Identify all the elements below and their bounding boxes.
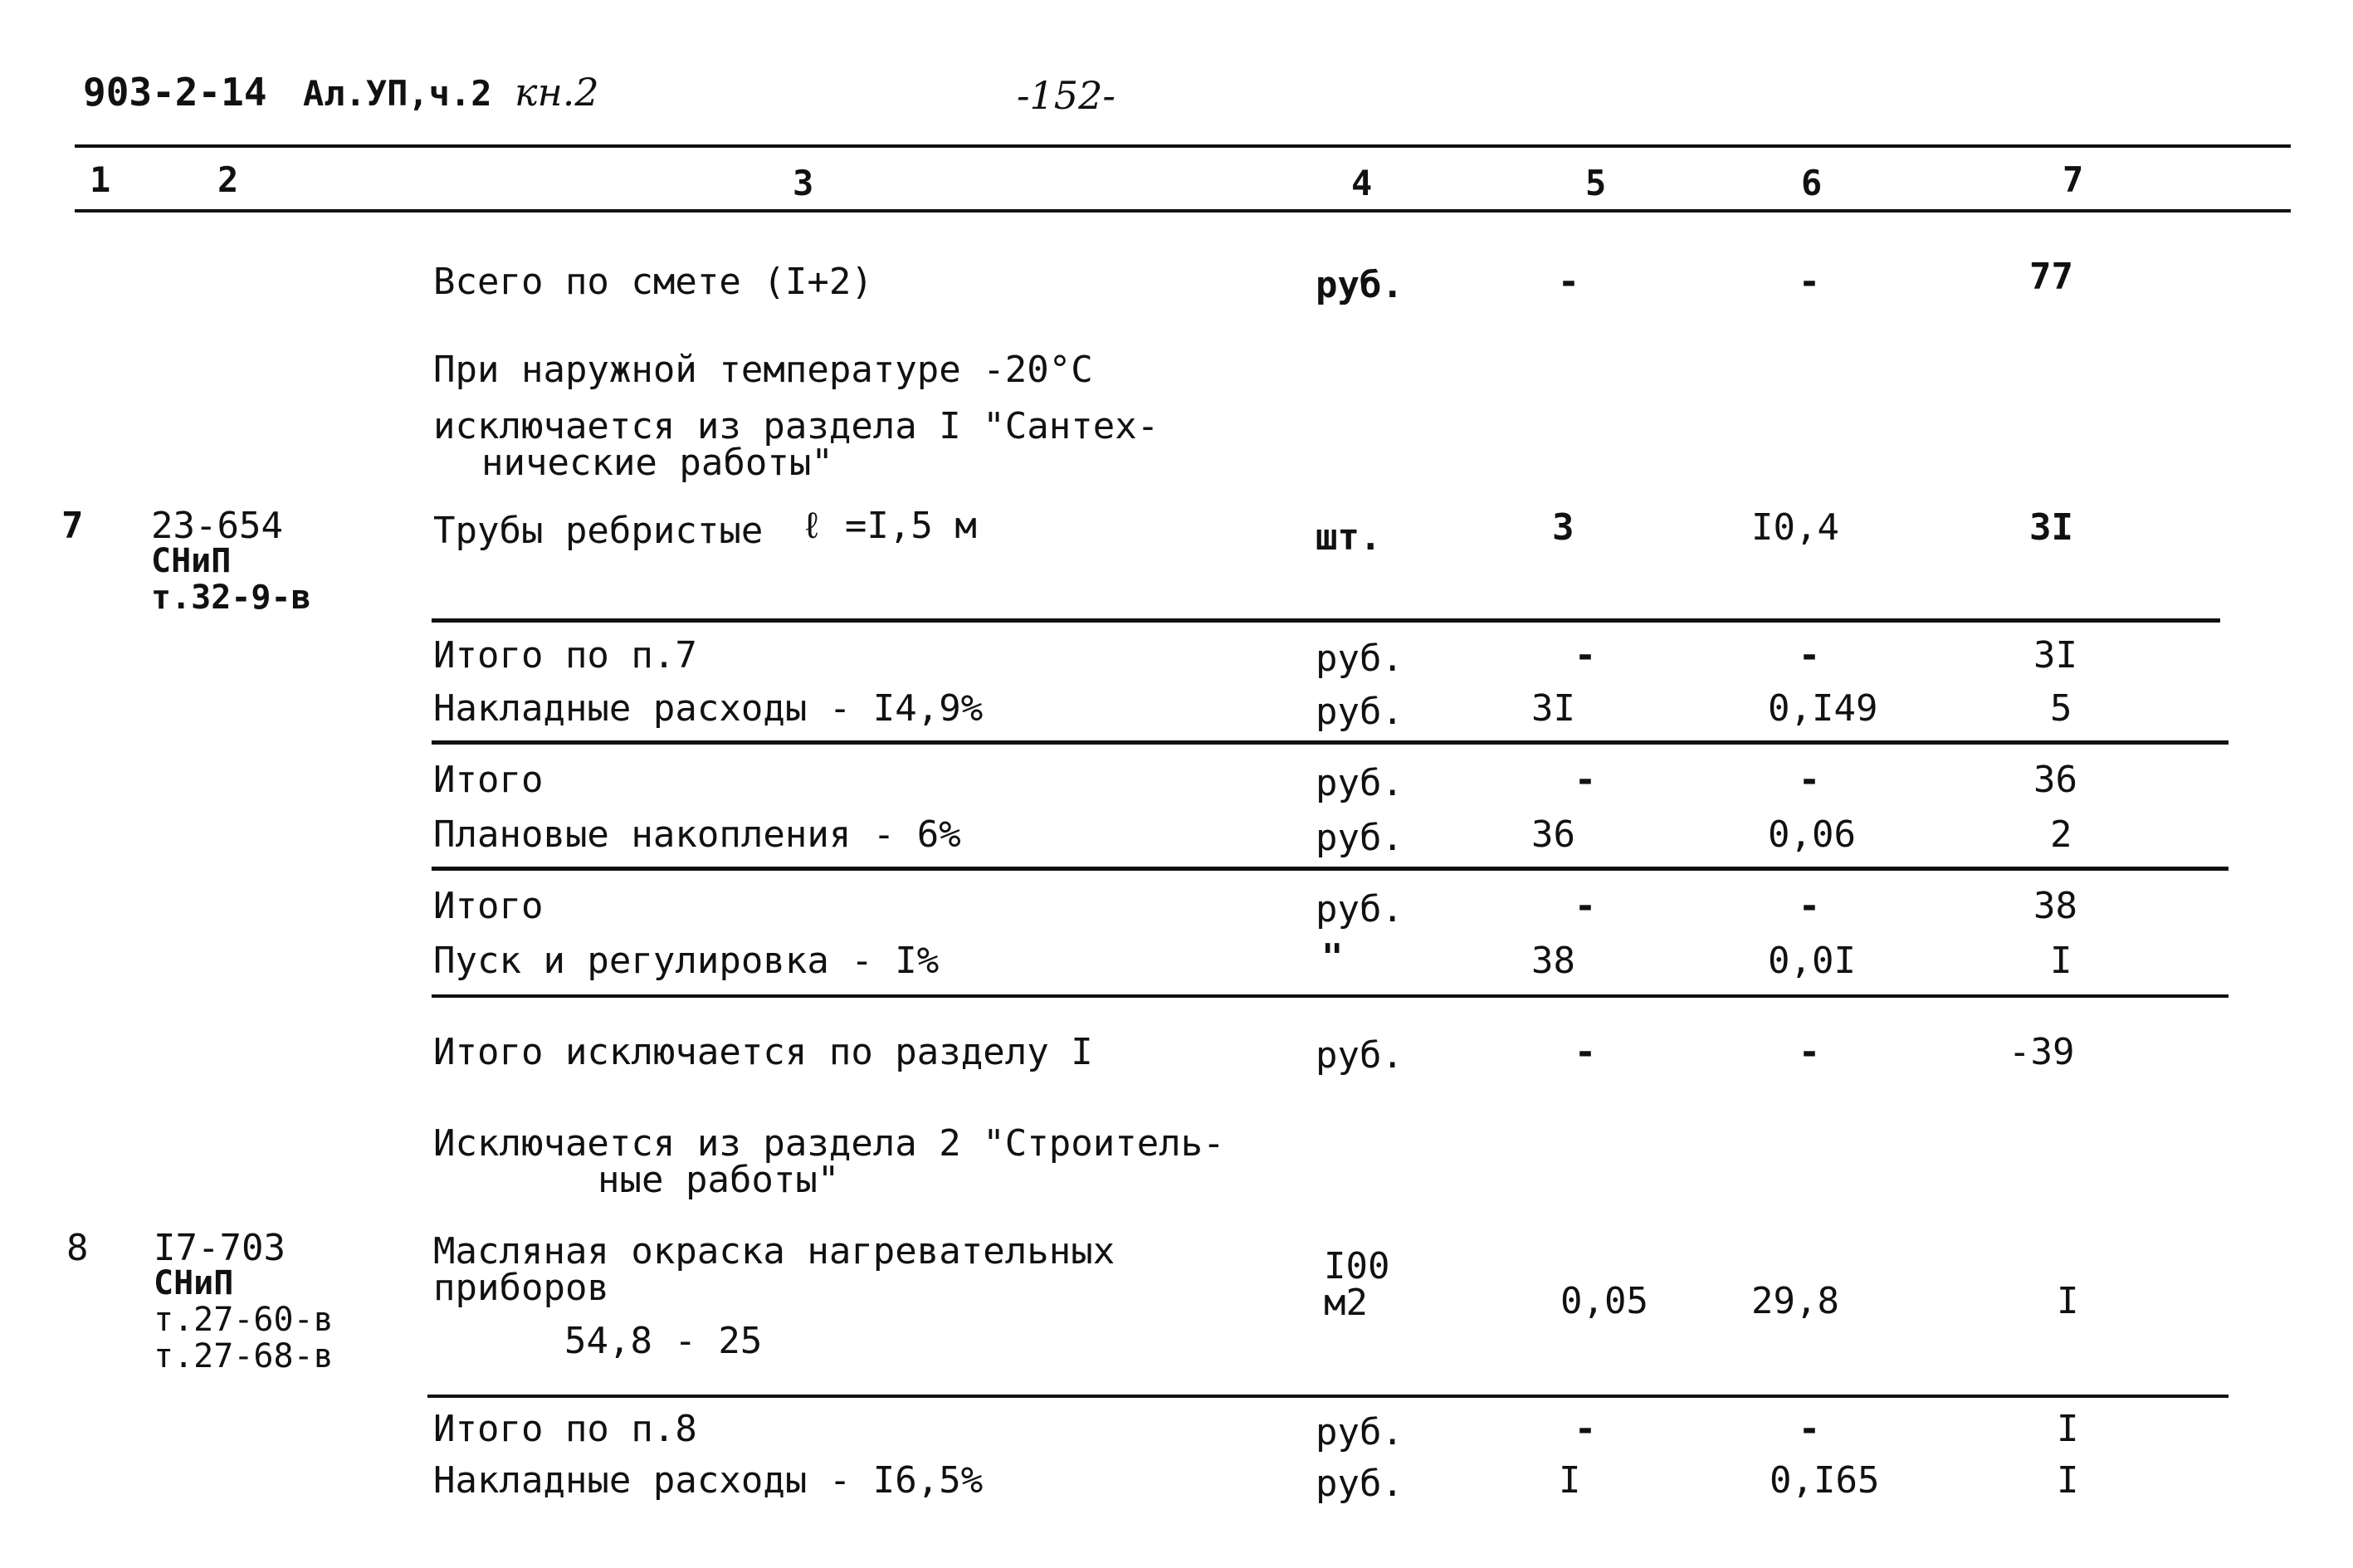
item8-number: 8 xyxy=(66,1227,89,1269)
item8-total: I xyxy=(2057,1280,2079,1322)
column-header-6: 6 xyxy=(1801,163,1823,203)
item7-unit: шт. xyxy=(1316,516,1382,559)
row-overhead-165-total: I xyxy=(2057,1459,2079,1502)
row-subtotal-2-total: 36 xyxy=(2033,759,2077,801)
row-overhead-165-unit: руб. xyxy=(1316,1463,1404,1505)
item7-desc: Трубы ребристые xyxy=(433,510,764,552)
note-temperature-line1: При наружной температуре -20°С xyxy=(433,349,1093,391)
row-subtotal-3-desc: Итого xyxy=(433,885,544,927)
note-temperature-line3: нические работы" xyxy=(481,442,833,484)
item8-unit-measure: м2 xyxy=(1324,1282,1368,1324)
row-overhead-149-total: 5 xyxy=(2050,687,2072,730)
row-commissioning-desc: Пуск и регулировка - I% xyxy=(433,940,940,982)
row-total-estimate-qty: - xyxy=(1557,261,1580,303)
rule-after-overhead-149 xyxy=(432,740,2229,745)
row-overhead-149-qty: 3I xyxy=(1531,687,1575,730)
row-commissioning-qty: 38 xyxy=(1531,940,1575,982)
item7-code-table: т.32-9-в xyxy=(151,579,311,617)
row-subtotal-item7-total: 3I xyxy=(2033,634,2077,677)
column-header-2: 2 xyxy=(217,159,239,200)
row-commissioning-total: I xyxy=(2050,940,2072,982)
row-subtotal-item8-unit: руб. xyxy=(1316,1411,1404,1453)
row-subtotal-item7-price: - xyxy=(1798,634,1821,677)
row-subtotal-3-unit: руб. xyxy=(1316,888,1404,931)
row-excluded-total-unit: руб. xyxy=(1316,1034,1404,1077)
row-excluded-total-price: - xyxy=(1798,1031,1821,1073)
row-subtotal-item8-desc: Итого по п.8 xyxy=(433,1408,697,1450)
item7-price: I0,4 xyxy=(1751,506,1839,549)
row-subtotal-item7-qty: - xyxy=(1574,634,1597,677)
item7-code: 23-654 xyxy=(151,505,283,547)
row-subtotal-item7-desc: Итого по п.7 xyxy=(433,634,697,677)
row-total-estimate-unit: руб. xyxy=(1316,264,1404,306)
item7-length: ℓ =I,5 м xyxy=(801,505,977,547)
item7-number: 7 xyxy=(61,505,84,547)
column-header-4: 4 xyxy=(1351,163,1373,203)
book-reference: кн.2 xyxy=(515,70,599,115)
row-planned-savings-unit: руб. xyxy=(1316,817,1404,859)
row-planned-savings-price: 0,06 xyxy=(1768,813,1856,856)
column-header-3: 3 xyxy=(793,163,814,203)
row-excluded-total-desc: Итого исключается по разделу I xyxy=(433,1031,1093,1073)
item8-desc-line1: Масляная окраска нагревательных xyxy=(433,1230,1115,1272)
item8-code-norm: СНиП xyxy=(154,1264,234,1302)
rule-after-planned-savings xyxy=(432,867,2229,871)
row-overhead-165-qty: I xyxy=(1559,1459,1581,1502)
column-header-7: 7 xyxy=(2063,159,2084,200)
item8-desc-calc: 54,8 - 25 xyxy=(564,1320,763,1362)
row-commissioning-price: 0,0I xyxy=(1768,940,1856,982)
rule-after-item7 xyxy=(432,618,2220,623)
item7-total: 3I xyxy=(2029,506,2073,549)
header-bottom-rule xyxy=(75,209,2291,212)
row-planned-savings-qty: 36 xyxy=(1531,813,1575,856)
item8-code: I7-703 xyxy=(154,1227,286,1269)
row-total-estimate-desc: Всего по смете (I+2) xyxy=(433,261,873,303)
note-construction-line1: Исключается из раздела 2 "Строитель- xyxy=(433,1122,1225,1165)
row-subtotal-3-price: - xyxy=(1798,885,1821,927)
item8-code-table-2: т.27-68-в xyxy=(154,1337,334,1375)
item7-code-norm: СНиП xyxy=(151,542,232,580)
row-overhead-165-price: 0,I65 xyxy=(1770,1459,1880,1502)
row-overhead-165-desc: Накладные расходы - I6,5% xyxy=(433,1459,984,1502)
row-total-estimate-total: 77 xyxy=(2029,256,2073,298)
row-subtotal-2-qty: - xyxy=(1574,759,1597,801)
row-subtotal-2-unit: руб. xyxy=(1316,762,1404,804)
row-subtotal-item7-unit: руб. xyxy=(1316,637,1404,680)
row-subtotal-item8-qty: - xyxy=(1574,1408,1597,1450)
header-top-rule xyxy=(75,144,2291,148)
project-code: 903-2-14 xyxy=(83,70,267,115)
column-header-1: 1 xyxy=(90,159,111,200)
row-subtotal-3-qty: - xyxy=(1574,885,1597,927)
item8-desc-line2: приборов xyxy=(433,1267,609,1309)
row-commissioning-unit: " xyxy=(1321,936,1344,979)
page-number: -152- xyxy=(1017,73,1115,118)
rule-after-commissioning xyxy=(432,994,2229,998)
note-construction-line2: ные работы" xyxy=(598,1159,840,1201)
rule-after-item8 xyxy=(427,1395,2229,1398)
item7-qty: 3 xyxy=(1552,506,1574,549)
item8-code-table-1: т.27-60-в xyxy=(154,1301,334,1339)
item8-qty: 0,05 xyxy=(1560,1280,1648,1322)
item8-price: 29,8 xyxy=(1751,1280,1839,1322)
row-excluded-total-total: -39 xyxy=(2009,1031,2075,1073)
row-subtotal-item8-total: I xyxy=(2057,1408,2079,1450)
row-excluded-total-qty: - xyxy=(1574,1031,1597,1073)
album-reference: Ал.УП,ч.2 xyxy=(303,73,492,114)
row-planned-savings-total: 2 xyxy=(2050,813,2072,856)
row-total-estimate-price: - xyxy=(1798,261,1821,303)
row-subtotal-item8-price: - xyxy=(1798,1408,1821,1450)
row-overhead-149-price: 0,I49 xyxy=(1768,687,1878,730)
row-subtotal-2-desc: Итого xyxy=(433,759,544,801)
row-overhead-149-desc: Накладные расходы - I4,9% xyxy=(433,687,984,730)
row-overhead-149-unit: руб. xyxy=(1316,691,1404,733)
item8-unit-amount: I00 xyxy=(1324,1245,1390,1287)
row-subtotal-3-total: 38 xyxy=(2033,885,2077,927)
column-header-5: 5 xyxy=(1585,163,1607,203)
row-planned-savings-desc: Плановые накопления - 6% xyxy=(433,813,961,856)
row-subtotal-2-price: - xyxy=(1798,759,1821,801)
note-temperature-line2: исключается из раздела I "Сантех- xyxy=(433,405,1159,447)
